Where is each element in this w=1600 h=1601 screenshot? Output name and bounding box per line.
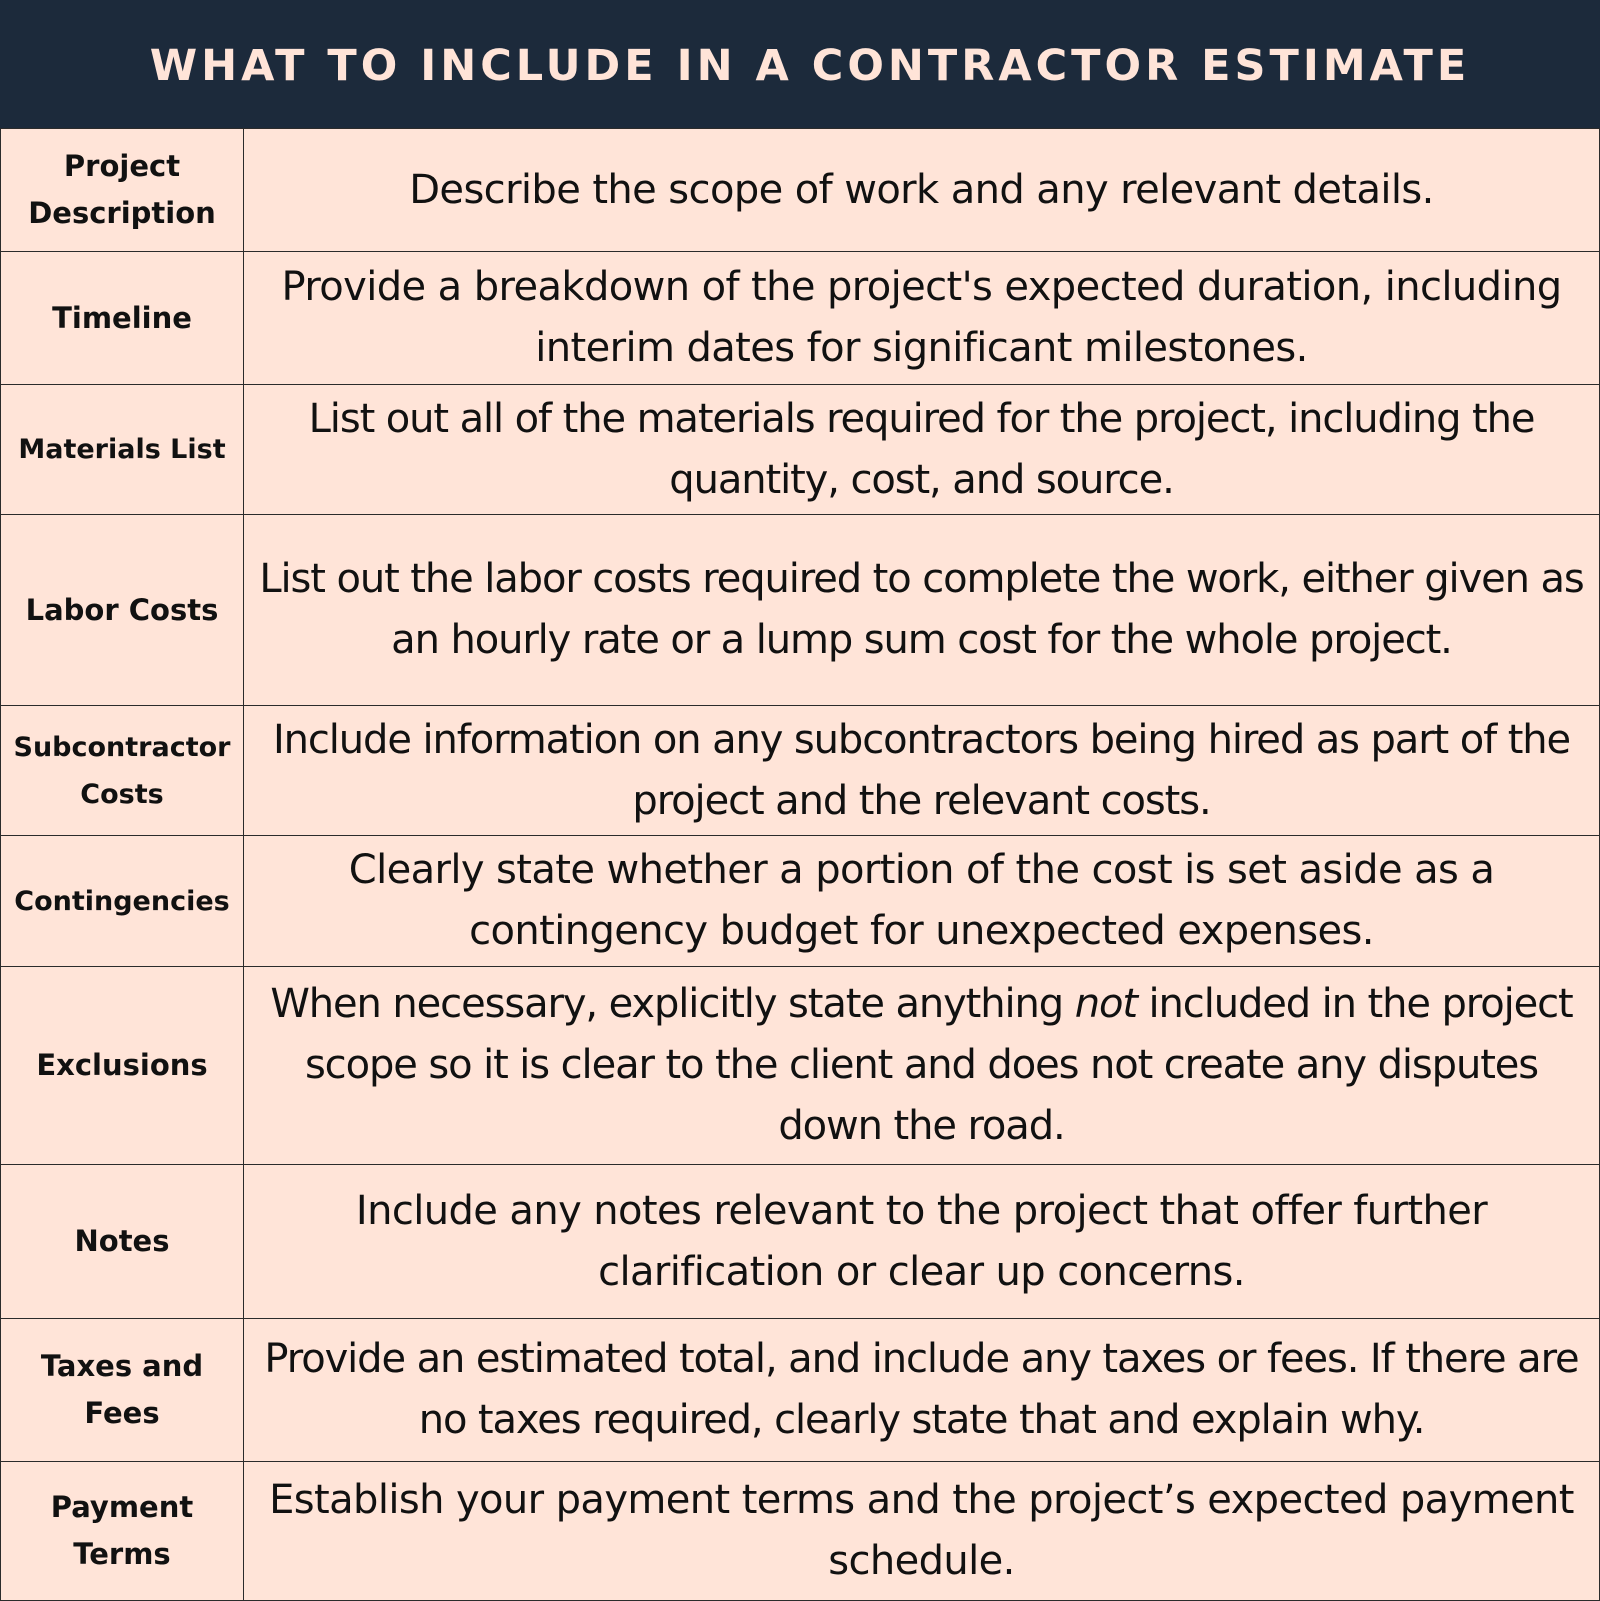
row-description: Describe the scope of work and any relevant details. xyxy=(409,166,1434,213)
emphasis-text: not xyxy=(1074,981,1137,1027)
row-description-cell xyxy=(244,967,1600,1165)
row-label-cell xyxy=(1,1462,244,1601)
row-label: Exclusions xyxy=(36,1048,208,1082)
row-label-cell xyxy=(1,515,244,706)
row-label: Taxes and Fees xyxy=(40,1349,204,1430)
row-label: Payment Terms xyxy=(50,1490,194,1571)
row-description-cell xyxy=(244,836,1600,967)
description-text: included in the project scope so it is clear to the client and does not create any disputes down the road. xyxy=(304,981,1573,1149)
table-row xyxy=(1,1462,1600,1601)
row-label-cell xyxy=(1,385,244,515)
row-label-cell xyxy=(1,252,244,385)
row-description-cell xyxy=(244,1319,1600,1462)
description-text: When necessary, explicitly state anything xyxy=(270,981,1075,1027)
row-label-cell xyxy=(1,129,244,252)
row-description: Include any notes relevant to the project that offer further clarification or clear up concerns. xyxy=(355,1187,1488,1295)
row-label: Labor Costs xyxy=(25,592,219,627)
row-description-cell xyxy=(244,706,1600,836)
table-row xyxy=(1,252,1600,385)
table-row xyxy=(1,967,1600,1165)
table-row xyxy=(1,836,1600,967)
page-title: WHAT TO INCLUDE IN A CONTRACTOR ESTIMATE xyxy=(149,41,1471,91)
estimate-table xyxy=(0,128,1600,1601)
table-row xyxy=(1,129,1600,252)
row-description-cell xyxy=(244,385,1600,515)
row-label-cell xyxy=(1,836,244,967)
row-description: List out all of the materials required for the project, including the quantity, cost, and source. xyxy=(308,395,1535,503)
row-label: Materials List xyxy=(18,434,226,465)
table-row xyxy=(1,515,1600,706)
row-label-cell xyxy=(1,706,244,836)
row-description-cell xyxy=(244,252,1600,385)
row-description: Establish your payment terms and the project’s expected payment schedule. xyxy=(269,1477,1574,1584)
table-row xyxy=(1,385,1600,515)
table-row xyxy=(1,1165,1600,1319)
header-banner xyxy=(0,0,1600,128)
row-description: Include information on any subcontractors being hired as part of the project and the relevant costs. xyxy=(272,716,1571,824)
table-row xyxy=(1,1319,1600,1462)
row-label: Timeline xyxy=(52,300,192,335)
table-row xyxy=(1,706,1600,836)
row-label-cell xyxy=(1,967,244,1165)
row-label: Subcontractor Costs xyxy=(13,731,231,810)
row-description xyxy=(244,974,1599,1157)
row-description: List out the labor costs required to complete the work, either given as an hourly rate or a lump sum cost for the whole project. xyxy=(259,556,1584,663)
row-label: Notes xyxy=(74,1224,170,1258)
row-label-cell xyxy=(1,1319,244,1462)
row-label: Project Description xyxy=(28,149,216,230)
row-description-cell xyxy=(244,1462,1600,1601)
row-description: Provide an estimated total, and include any taxes or fees. If there are no taxes required, clearly state that and explain why. xyxy=(264,1336,1579,1443)
row-description: Clearly state whether a portion of the cost is set aside as a contingency budget for unexpected expenses. xyxy=(348,847,1495,954)
row-description: Provide a breakdown of the project's expected duration, including interim dates for significant milestones. xyxy=(281,264,1562,371)
row-description-cell xyxy=(244,1165,1600,1319)
row-description-cell xyxy=(244,129,1600,252)
row-label-cell xyxy=(1,1165,244,1319)
row-description-cell xyxy=(244,515,1600,706)
row-label: Contingencies xyxy=(14,885,230,917)
